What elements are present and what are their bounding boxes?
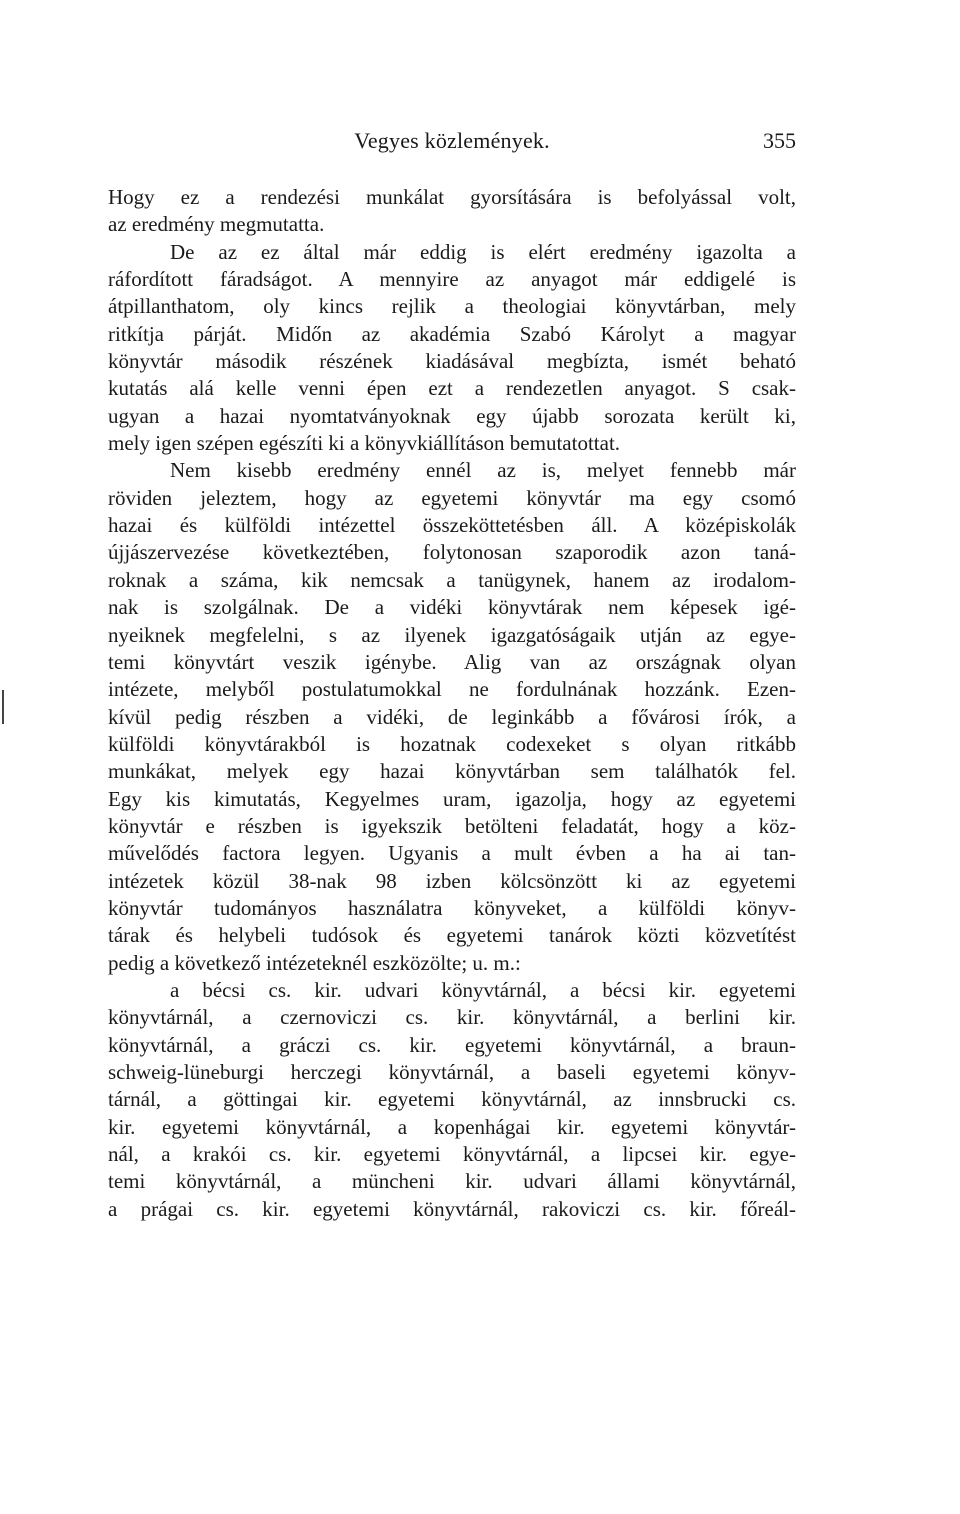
text-line: tárnál, a göttingai kir. egyetemi könyvtárnál, az innsbrucki cs. bbox=[108, 1087, 796, 1112]
text-line: kutatás alá kelle venni épen ezt a rendezetlen anyagot. S csak- bbox=[108, 376, 796, 401]
text-line: ugyan a hazai nyomtatványoknak egy újabb sorozata került ki, bbox=[108, 403, 796, 428]
text-line: kir. egyetemi könyvtárnál, a kopenhágai kir. egyetemi könyvtár- bbox=[108, 1114, 796, 1139]
text-line: hazai és külföldi intézettel összeköttetésben áll. A középiskolák bbox=[108, 513, 796, 538]
text-line: temi könyvtárnál, a müncheni kir. udvari állami könyvtárnál, bbox=[108, 1169, 796, 1194]
text-line: könyvtárnál, a czernoviczi cs. kir. könyvtárnál, a berlini kir. bbox=[108, 1005, 796, 1030]
page-number: 355 bbox=[763, 128, 796, 153]
text-line: külföldi könyvtárakból is hozatnak codexeket s olyan ritkább bbox=[108, 731, 796, 756]
text-line: újjászervezése következtében, folytonosan szaporodik azon taná- bbox=[108, 540, 796, 565]
text-line: roknak a száma, kik nemcsak a tanügynek, hanem az irodalom- bbox=[108, 567, 796, 592]
text-line: átpillanthatom, oly kincs rejlik a theologiai könyvtárban, mely bbox=[108, 294, 796, 319]
text-line: Egy kis kimutatás, Kegyelmes uram, igazolja, hogy az egyetemi bbox=[108, 786, 796, 811]
text-line: nál, a krakói cs. kir. egyetemi könyvtárnál, a lipcsei kir. egye- bbox=[108, 1142, 796, 1167]
text-line: röviden jeleztem, hogy az egyetemi könyvtár ma egy csomó bbox=[108, 485, 796, 510]
text-line: intézetek közül 38-nak 98 izben kölcsönzött ki az egyetemi bbox=[108, 868, 796, 893]
text-line: schweig-lüneburgi herczegi könyvtárnál, a baseli egyetemi könyv- bbox=[108, 1060, 796, 1084]
text-line: kívül pedig részben a vidéki, de leginkább a fővárosi írók, a bbox=[108, 704, 796, 729]
text-line: könyvtár második részének kiadásával megbízta, ismét beható bbox=[108, 349, 796, 374]
text-line: az eredmény megmutatta. bbox=[108, 212, 325, 237]
text-line: ráfordított fáradságot. A mennyire az anyagot már eddigelé is bbox=[108, 267, 796, 292]
text-line: tárak és helybeli tudósok és egyetemi tanárok közti közvetítést bbox=[108, 923, 796, 948]
body-text bbox=[108, 184, 796, 1223]
text-line: könyvtár tudományos használatra könyveket, a külföldi könyv- bbox=[108, 895, 796, 920]
text-line: könyvtárnál, a gráczi cs. kir. egyetemi könyvtárnál, a braun- bbox=[108, 1032, 796, 1057]
text-line: Nem kisebb eredmény ennél az is, melyet fennebb már bbox=[170, 458, 796, 483]
margin-mark bbox=[2, 690, 4, 724]
text-line: könyvtár e részben is igyekszik betölteni feladatát, hogy a köz- bbox=[108, 813, 796, 838]
text-line: művelődés factora legyen. Ugyanis a mult évben a ha ai tan- bbox=[108, 841, 796, 866]
running-head bbox=[108, 128, 796, 164]
text-line: pedig a következő intézeteknél eszközölte; u. m.: bbox=[108, 950, 521, 975]
text-line: a bécsi cs. kir. udvari könyvtárnál, a bécsi kir. egyetemi bbox=[170, 977, 796, 1002]
text-line: nyeiknek megfelelni, s az ilyenek igazgatóságaik utján az egye- bbox=[108, 622, 796, 647]
text-line: ritkítja párját. Midőn az akadémia Szabó Károlyt a magyar bbox=[108, 321, 796, 346]
text-line: De az ez által már eddig is elért eredmény igazolta a bbox=[170, 239, 796, 264]
text-line: Hogy ez a rendezési munkálat gyorsítására is befolyással volt, bbox=[108, 185, 796, 209]
text-line: mely igen szépen egészíti ki a könyvkiállításon bemutatottat. bbox=[108, 431, 621, 456]
text-line: nak is szolgálnak. De a vidéki könyvtárak nem képesek igé- bbox=[108, 595, 796, 620]
text-line: temi könyvtárt veszik igénybe. Alig van az országnak olyan bbox=[108, 649, 796, 674]
text-line: intézete, melyből postulatumokkal ne fordulnának hozzánk. Ezen- bbox=[108, 677, 796, 702]
page-title: Vegyes közlemények. bbox=[354, 128, 550, 153]
text-line: a prágai cs. kir. egyetemi könyvtárnál, rakoviczi cs. kir. főreál- bbox=[108, 1196, 796, 1221]
text-line: munkákat, melyek egy hazai könyvtárban sem találhatók fel. bbox=[108, 759, 796, 784]
